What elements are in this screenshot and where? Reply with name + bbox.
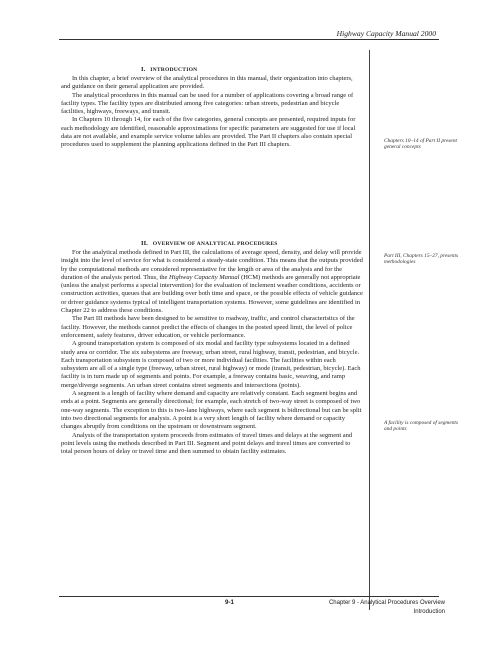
body-paragraph: The Part III methods have been designed to be sensitive to roadway, traffic, and control characteristics of the facility. However, the methods cannot predict the effects of changes in the posted speed limit, the level of police enforcement, safety features, driver education, or vehicle performance. [61, 315, 355, 339]
body-paragraph: A segment is a length of facility where demand and capacity are relatively constant. Each segment begins and ends at a point. Segments are generally directional; for example, each stretch of two-way street is composed of two one-way segments. The exception to this is two-lane highways, where each segment is bidirectional but can be split into two directional segments for analysis. A point is a very short length of facility where demand or capacity changes abruptly from conditions on the upstream or downstream segment. [61, 390, 362, 431]
body-paragraph: The analytical procedures in this manual can be used for a number of applications covering a broad range of facility types. The facility types are distributed among five categories: urban streets, pedestrian and bicycle facilities, highways, freeways, and transit. [61, 91, 354, 116]
margin-note: Part III, Chapters 15–27, presents methodologies [384, 253, 459, 266]
section-title: OVERVIEW OF ANALYTICAL PROCEDURES [152, 241, 278, 247]
footer-section-title: Introduction [413, 609, 445, 615]
footer-rule [59, 596, 439, 597]
footer-chapter-title: Chapter 9 - Analytical Procedures Overview [328, 600, 445, 606]
margin-column-rule [369, 50, 370, 610]
section-number: II. [141, 240, 148, 247]
running-header-title: Highway Capacity Manual 2000 [336, 29, 436, 38]
body-paragraph [61, 249, 363, 315]
margin-note: Chapters 10–14 of Part II present general concepts [384, 138, 458, 151]
header-rule [59, 39, 439, 40]
section-number: I. [141, 66, 146, 73]
text-run: (HCM) methods are generally not appropriate (unless the analyst performs a special intervention) for the evaluation of inclement weather conditions, accidents or construction activities, queues that are building over both time and space, or the possible effects of vehicle guidance or driver guidance systems typical of intelligent transportation systems. However, some guidelines are identified in Chapter 22 to address these conditions. [61, 273, 363, 315]
body-paragraph: A ground transportation system is composed of six modal and facility type subsystems located in a defined study area or corridor. The six subsystems are freeway, urban street, rural highway, transit, pedestrian, and bicycle. Each transportation subsystem is composed of two or more individual facilities. The facilities within each subsystem are all of a single type (freeway, urban street, rural highway) or mode (transit, pedestrian, bicycle). Each facility is in turn made up of segments and points. For example, a freeway contains basic, weaving, and ramp merge/diverge segments. An urban street contains street segments and intersections (points). [61, 340, 361, 389]
body-paragraph: In this chapter, a brief overview of the analytical procedures in this manual, their organization into chapters, and guidance on their general application are provided. [61, 75, 353, 91]
body-paragraph: Analysis of the transportation system proceeds from estimates of travel times and delays at the segment and point levels using the methods described in Part III. Segment and point delays and travel times are converted to total person hours of delay or travel time and then summed to obtain facility estimates. [61, 431, 353, 456]
footer-chapter-info [329, 599, 445, 617]
hcm-title-italic: Highway Capacity Manual [169, 273, 240, 281]
section-introduction [61, 66, 363, 150]
section-heading-introduction [61, 66, 363, 75]
margin-note: A facility is composed of segments and points [384, 420, 459, 433]
body-paragraph: In Chapters 10 through 14, for each of the five categories, general concepts are presented, required inputs for each methodology are identified, reasonable approximations for specific parameters are suggested for use if local data are not available, and example service volume tables are provided. The Part II chapters also contain special procedures used to supplement the planning applications defined in the Part III chapters. [61, 116, 356, 149]
page-number: 9-1 [225, 599, 234, 606]
section-heading-overview [61, 240, 363, 249]
section-title: INTRODUCTION [150, 67, 198, 73]
text-run: For the analytical methods defined in Part III, the calculations of average speed, density, and delay will provide insight into the level of service for what is considered a steady-state condition. This means that the outputs provided by the computational methods are considered representative for the length or area of the analysis and for the duration of the analysis period. Thus, the [61, 249, 363, 281]
section-overview [61, 240, 363, 456]
